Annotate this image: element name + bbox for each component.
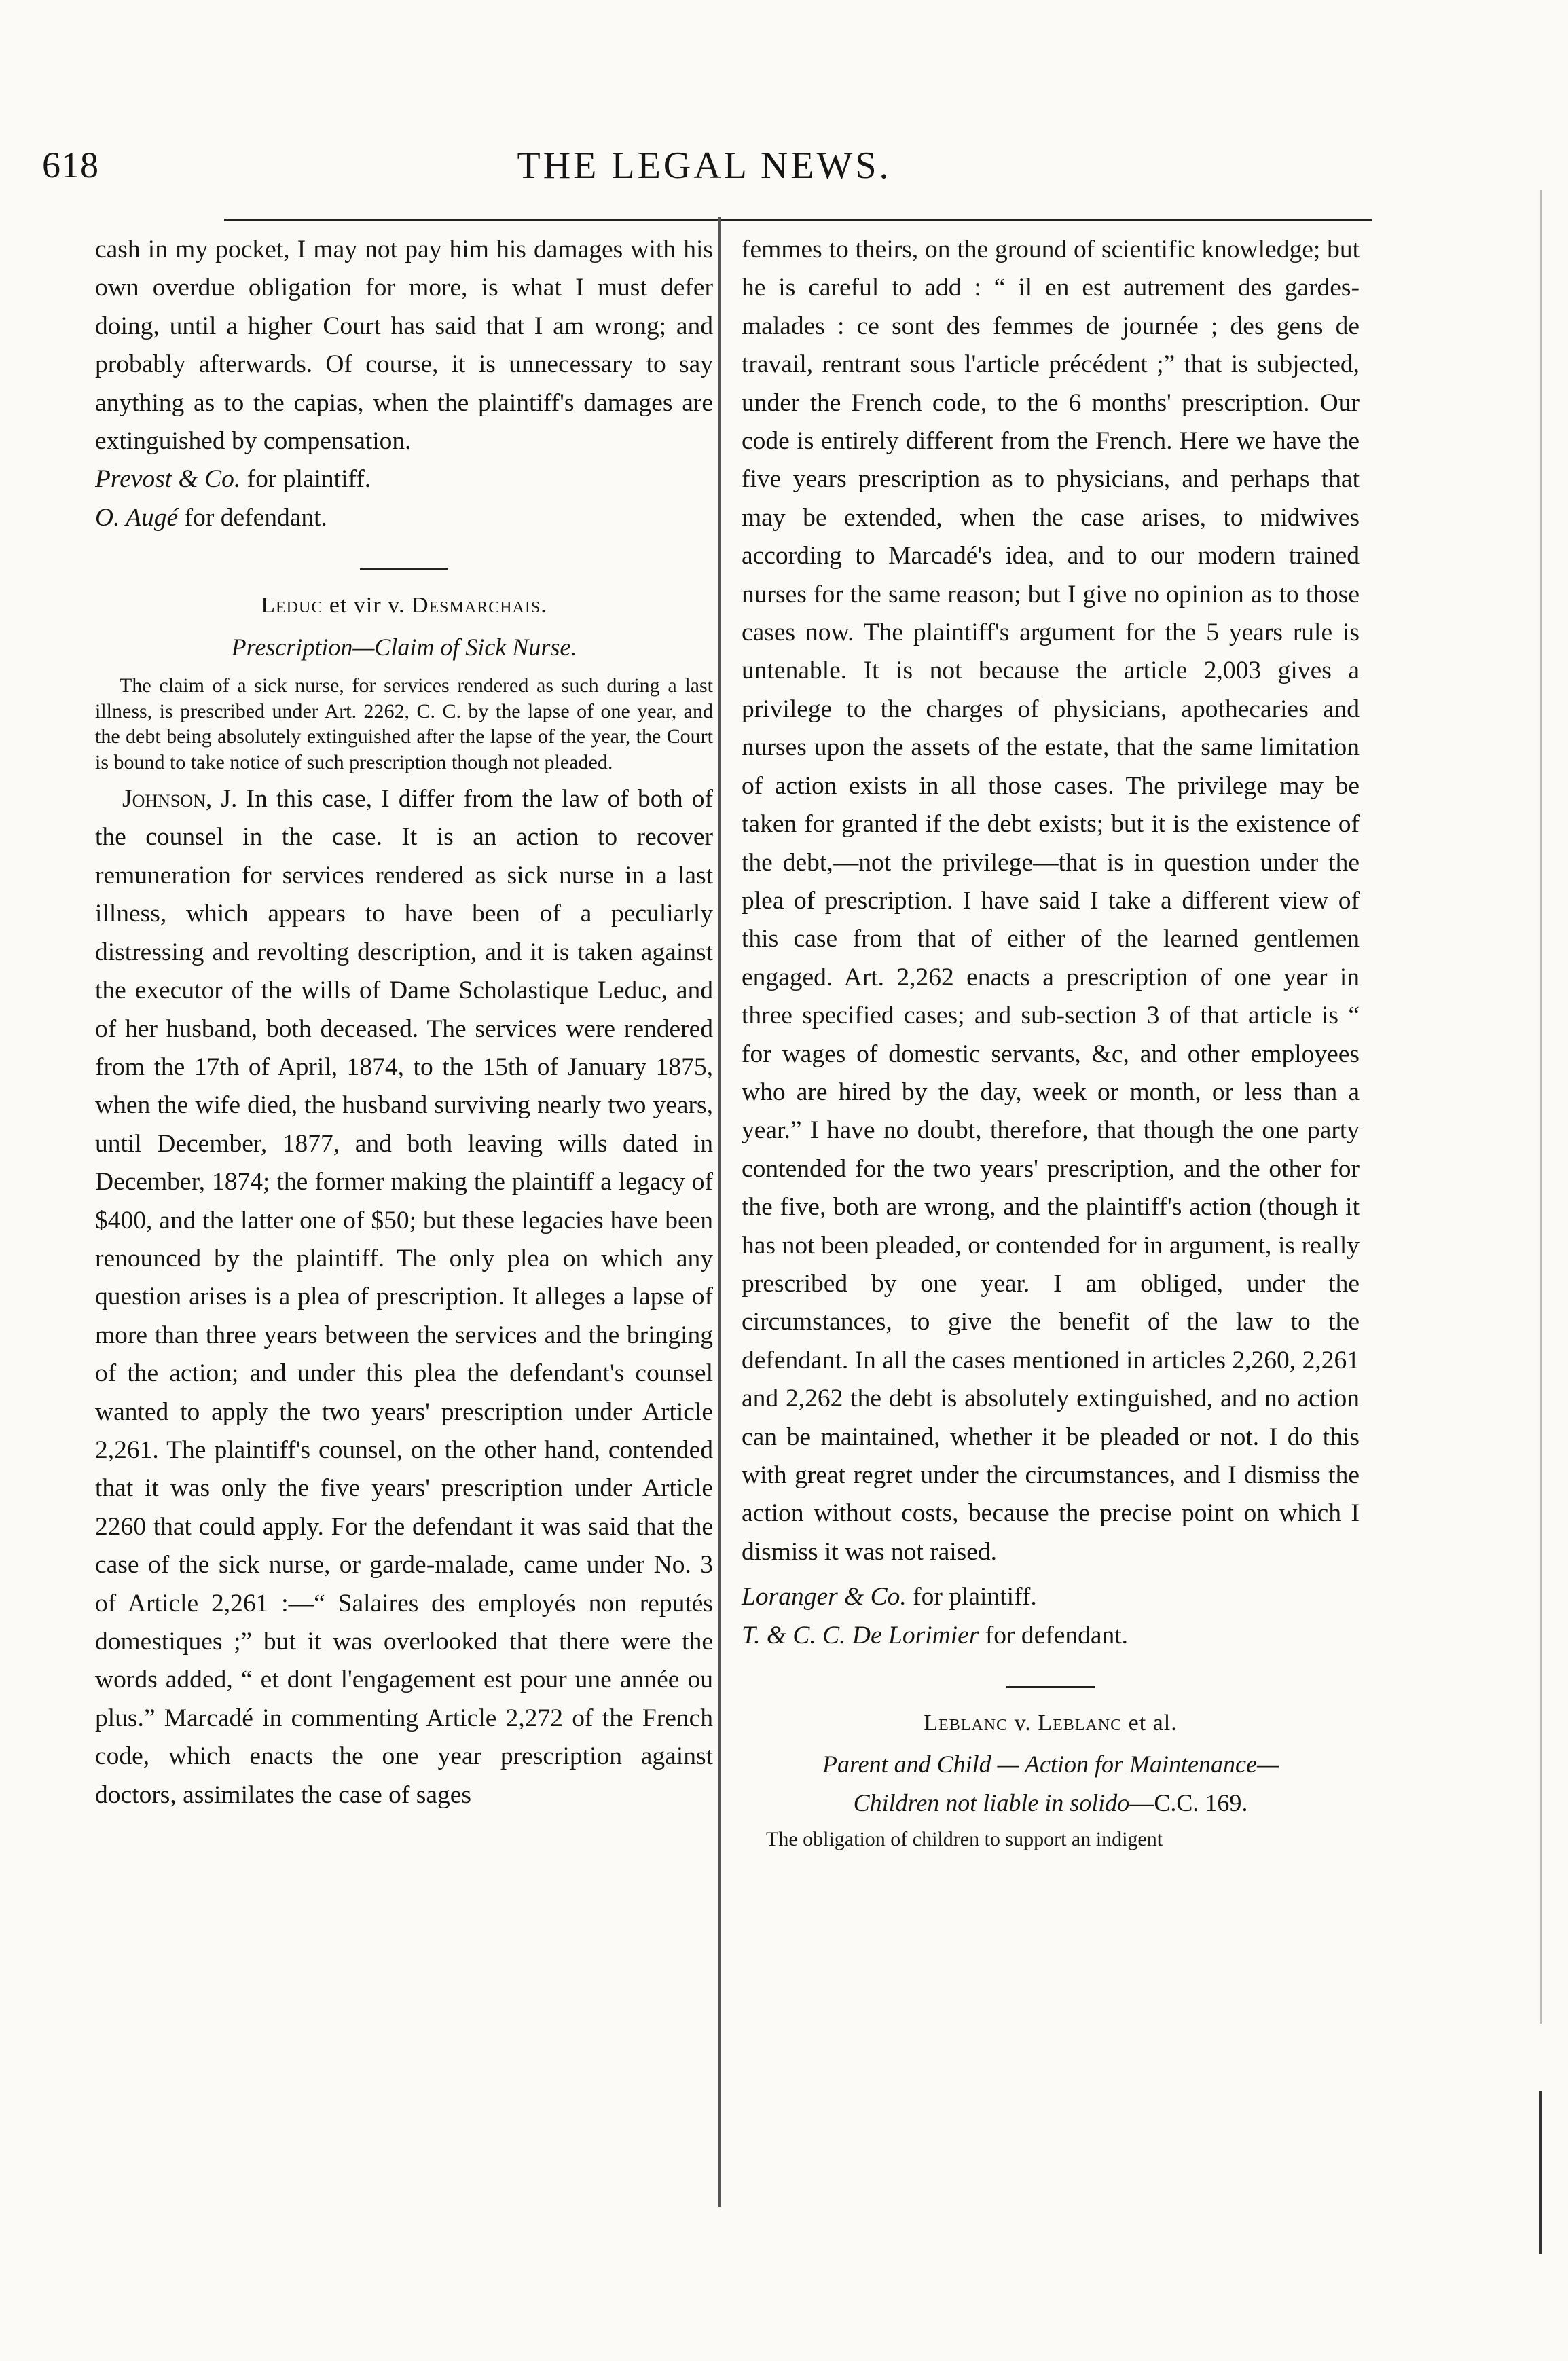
case-title <box>742 1704 1360 1742</box>
left-column <box>95 231 713 1814</box>
judge-name: Johnson, J. <box>122 785 238 813</box>
opinion-text: In this case, I differ from the law of both of the counsel in the case. It is an action to recover remuneration for services rendered as sick nurse in a last illness, which appears to have been of a peculiarly distressing and revolting description, and it is taken against the executor of the wills of Dame Scholastique Leduc, and of her husband, both deceased. The services were rendered from the 17th of April, 1874, to the 15th of January 1875, when the wife died, the husband surviving nearly two years, until December, 1877, and both leaving wills dated in December, 1874; the former making the plaintiff a legacy of $400, and the latter one of $50; but these legacies have been renounced by the plaintiff. The only plea on which any question arises is a plea of prescription. It alleges a lapse of more than three years between the services and the bringing of the action; and under this plea the defendant's counsel wanted to apply the two years' prescription under Article 2,261. The plaintiff's counsel, on the other hand, contended that it was only the five years' prescription under Article 2260 that could apply. For the defendant it was said that the case of the sick nurse, or garde-malade, came under No. 3 of Article 2,261 :—“ Salaires des employés non reputés domestiques ;” but it was overlooked that there were the words added, “ et dont l'engagement est pour une année ou plus.” Marcadé in commenting Article 2,272 of the French code, which enacts the one year prescription against doctors, assimilates the case of sages <box>95 785 713 1809</box>
counsel-firm: O. Augé <box>95 503 179 532</box>
headnote: The obligation of children to support an indigent <box>766 1828 1163 1851</box>
case-subtitle <box>742 1745 1360 1822</box>
case-subtitle-line: Children not liable in solido <box>853 1789 1130 1816</box>
case-subtitle-line: Parent and Child — Action for Maintenance— <box>822 1751 1279 1778</box>
running-title: THE LEGAL NEWS. <box>517 145 892 187</box>
counsel-defendant <box>742 1617 1360 1655</box>
case-party: Leduc <box>261 593 323 619</box>
continuation-paragraph: femmes to theirs, on the ground of scientific knowledge; but he is careful to add : “ il en est autrement des gardes-malades : ce sont des femmes de journée ; des gens de travail, rentrant sous l'article précédent ;” that is subjected, under the French code, to the 6 months' prescription. Our code is entirely different from the French. Here we have the five years prescription as to physicians, and perhaps that may be extended, when the case arises, to midwives according to Marcadé's idea, and to our modern trained nurses for the same reason; but I give no opinion as to those cases now. The plaintiff's argument for the 5 years rule is untenable. It is not because the article 2,003 gives a privilege to the charges of physicians, apothecaries and nurses upon the assets of the estate, that the same limitation of action exists in all those cases. The privilege may be taken for granted if the debt exists; but it is the existence of the debt,—not the privilege—that is in question under the plea of prescription. I have said I take a different view of this case from that of either of the learned gentlemen engaged. Art. 2,262 enacts a prescription of one year in three specified cases; and sub-section 3 of that article is “ for wages of domestic servants, &c, and other employees who are hired by the day, week or month, or less than a year.” I have no doubt, therefore, that though the one party contended for the two years' prescription, and the other for the five, both are wrong, and the plaintiff's action (though it has not been pleaded, or contended for in argument, is really prescribed by one year. I am obliged, under the circumstances, to give the benefit of the law to the defendant. In all the cases mentioned in articles 2,260, 2,261 and 2,262 the debt is absolutely extinguished, and no action can be maintained, whether it be pleaded or not. I do this with great regret under the circumstances, and I dismiss the action without costs, because the precise point on which I dismiss it was not raised. <box>742 236 1360 1566</box>
counsel-defendant <box>95 499 713 537</box>
counsel-firm: Loranger & Co. <box>742 1583 907 1611</box>
counsel-role: for defendant. <box>178 503 327 532</box>
column-divider <box>718 217 721 2207</box>
counsel-plaintiff <box>742 1578 1360 1616</box>
counsel-plaintiff <box>95 460 713 498</box>
header-rule <box>224 219 1372 221</box>
continuation-paragraph: cash in my pocket, I may not pay him his damages with his own overdue obligation for more, is what I must defer doing, until a higher Court has said that I am wrong; and probably afterwards. Of course, it is unnecessary to say anything as to the capias, when the plaintiff's damages are extinguished by compensation. <box>95 236 713 456</box>
page-header <box>42 144 1366 198</box>
case-suffix: et al. <box>1122 1710 1178 1736</box>
page-number: 618 <box>42 145 99 185</box>
case-party: Leblanc <box>924 1710 1008 1736</box>
case-citation: —C.C. 169. <box>1129 1789 1248 1816</box>
case-connector: v. <box>1008 1710 1038 1736</box>
case-party: Leblanc <box>1038 1710 1123 1736</box>
section-divider <box>1006 1686 1095 1688</box>
counsel-role: for plaintiff. <box>240 465 371 494</box>
case-title <box>95 587 713 625</box>
counsel-role: for defendant. <box>979 1621 1129 1649</box>
opinion-paragraph <box>95 780 713 1814</box>
counsel-role: for plaintiff. <box>906 1583 1037 1611</box>
counsel-firm: T. & C. C. De Lorimier <box>742 1621 979 1649</box>
case-subtitle: Prescription—Claim of Sick Nurse. <box>231 633 577 661</box>
counsel-firm: Prevost & Co. <box>95 465 241 494</box>
case-connector: et vir v. <box>323 593 412 619</box>
scan-edge-line <box>1540 190 1542 2024</box>
section-divider <box>360 568 448 570</box>
right-column <box>742 231 1360 1853</box>
scan-edge-mark <box>1539 2091 1542 2254</box>
case-party: Desmarchais. <box>411 593 547 619</box>
headnote: The claim of a sick nurse, for services rendered as such during a last illness, is prescribed under Art. 2262, C. C. by the lapse of one year, and the debt being absolutely extinguished after the lapse of the year, the Court is bound to take notice of such prescription though not pleaded. <box>95 674 713 773</box>
